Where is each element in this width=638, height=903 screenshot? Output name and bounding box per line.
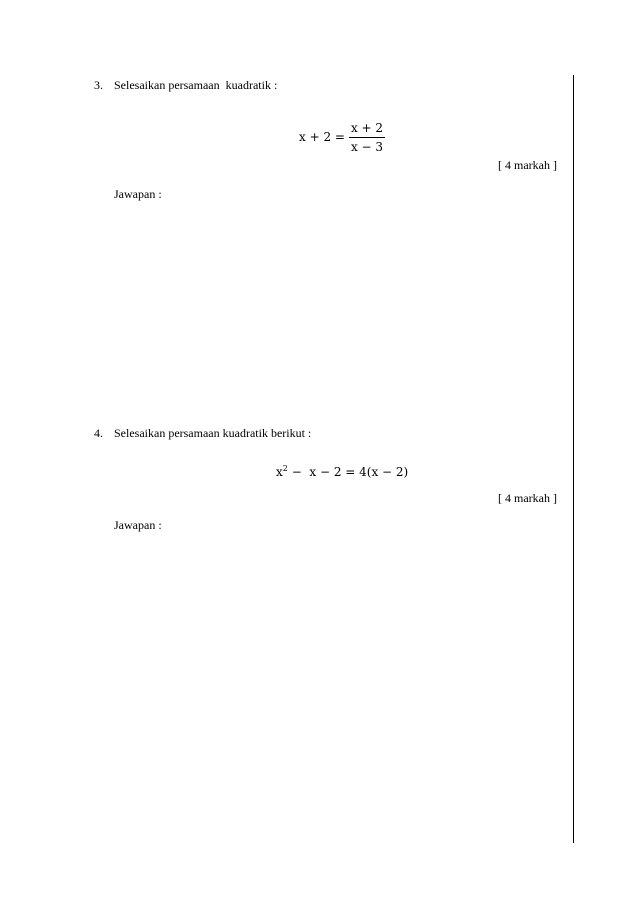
question-3-equation <box>299 117 385 157</box>
question-3 <box>94 78 277 93</box>
equation-4-rest: − x − 2 = 4(x − 2) <box>287 465 409 479</box>
question-3-marks: [ 4 markah ] <box>498 158 557 172</box>
equation-4-exponent: 2 <box>282 464 288 473</box>
equation-3-lhs: x + 2 = <box>299 130 345 144</box>
question-3-number: 3. <box>94 78 103 92</box>
question-4-number: 4. <box>94 426 103 440</box>
equation-3-fraction <box>349 120 385 155</box>
equation-3-denominator: x − 3 <box>350 139 384 154</box>
right-margin-rule <box>573 75 574 843</box>
question-4-answer-label: Jawapan : <box>114 518 162 532</box>
question-4 <box>94 426 311 441</box>
question-4-equation <box>276 465 408 479</box>
question-3-answer-label: Jawapan : <box>114 187 162 201</box>
question-3-text: Selesaikan persamaan kuadratik : <box>114 78 278 92</box>
question-4-text: Selesaikan persamaan kuadratik berikut : <box>114 426 312 440</box>
equation-4-base: x <box>276 465 283 479</box>
question-4-marks: [ 4 markah ] <box>498 491 557 505</box>
equation-3-numerator: x + 2 <box>349 120 385 138</box>
